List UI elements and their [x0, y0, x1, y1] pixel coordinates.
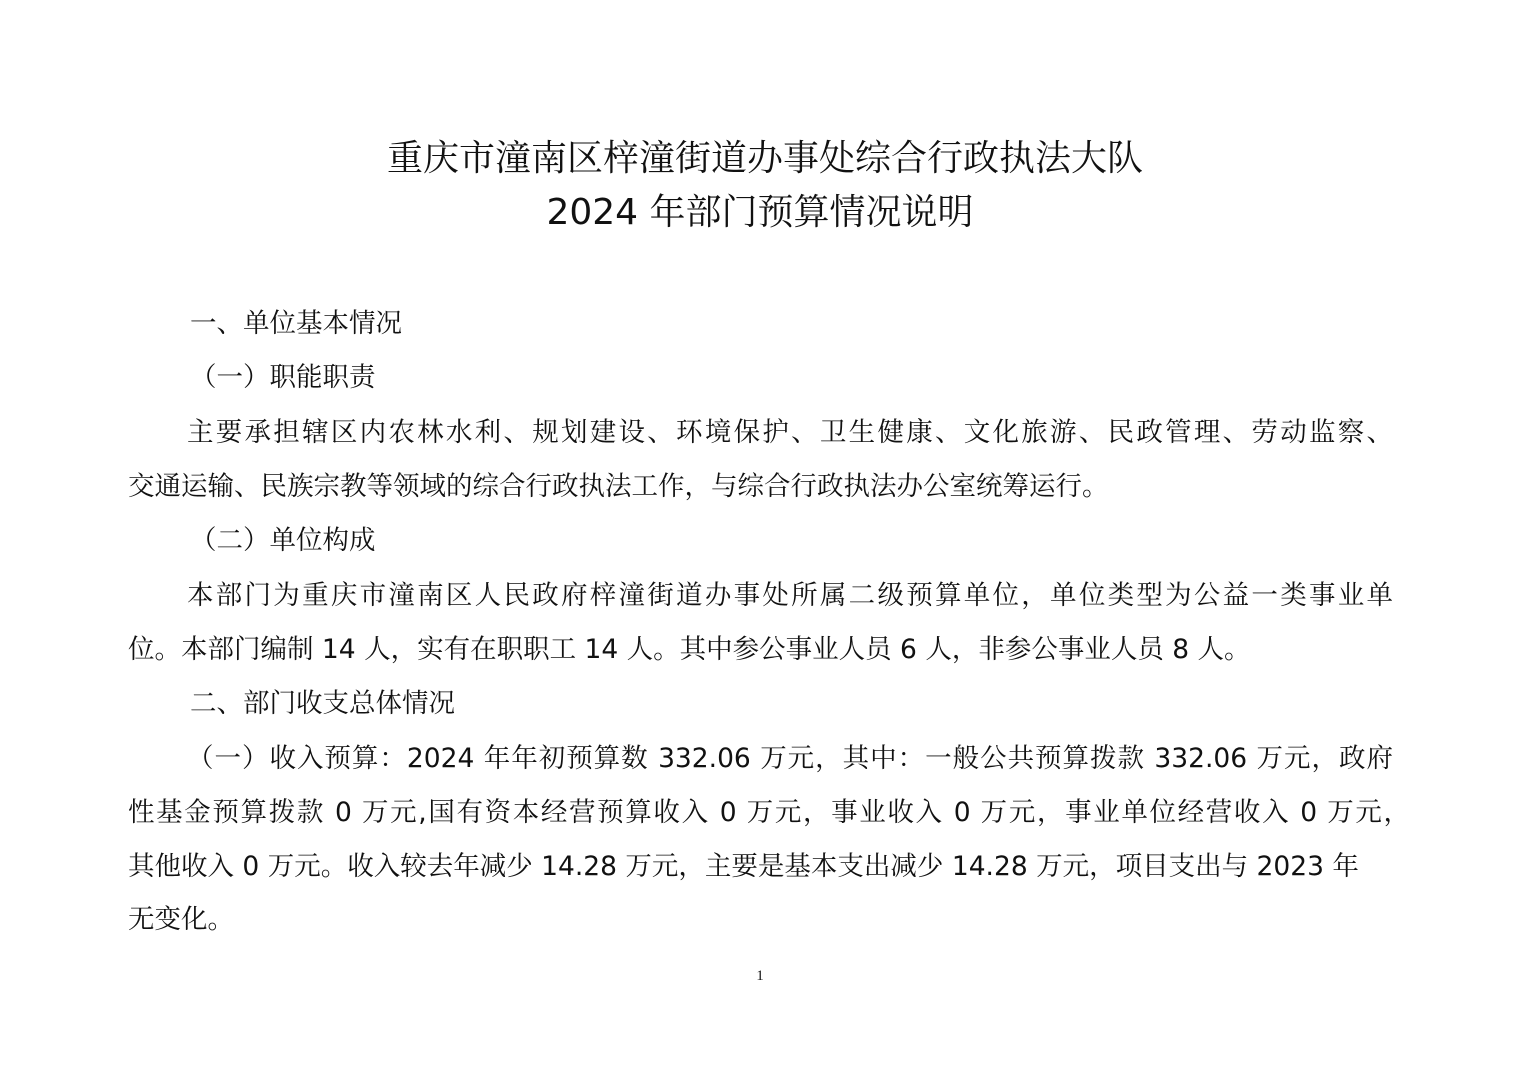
paragraph-line: 性基金预算拨款 0 万元,国有资本经营预算收入 0 万元，事业收入 0 万元，事业单位经营收入 0 万元， — [128, 797, 1410, 828]
document-title-line-2: 2024 年部门预算情况说明 — [546, 192, 974, 233]
paragraph-line: （一）收入预算：2024 年年初预算数 332.06 万元，其中：一般公共预算拨款 332.06 万元，政府 — [187, 743, 1393, 774]
paragraph-line: 其他收入 0 万元。收入较去年减少 14.28 万元，主要是基本支出减少 14.28 万元，项目支出与 2023 年 — [128, 851, 1359, 882]
paragraph-line: 无变化。 — [128, 904, 234, 935]
section-heading-basic-info: 一、单位基本情况 — [190, 308, 402, 339]
paragraph-line: 位。本部门编制 14 人，实有在职职工 14 人。其中参公事业人员 6 人，非参公事业人员 8 人。 — [128, 634, 1251, 665]
paragraph-line: 主要承担辖区内农林水利、规划建设、环境保护、卫生健康、文化旅游、民政管理、劳动监察、 — [187, 417, 1393, 448]
document-title-line-1: 重庆市潼南区梓潼街道办事处综合行政执法大队 — [386, 138, 1143, 179]
page-number: 1 — [756, 968, 764, 984]
paragraph-line: 本部门为重庆市潼南区人民政府梓潼街道办事处所属二级预算单位，单位类型为公益一类事业单 — [187, 580, 1393, 611]
subsection-heading-composition: （二）单位构成 — [190, 525, 376, 556]
section-heading-budget-overview: 二、部门收支总体情况 — [190, 688, 455, 719]
subsection-heading-functions: （一）职能职责 — [190, 362, 376, 393]
paragraph-line: 交通运输、民族宗教等领域的综合行政执法工作，与综合行政执法办公室统筹运行。 — [128, 471, 1109, 502]
